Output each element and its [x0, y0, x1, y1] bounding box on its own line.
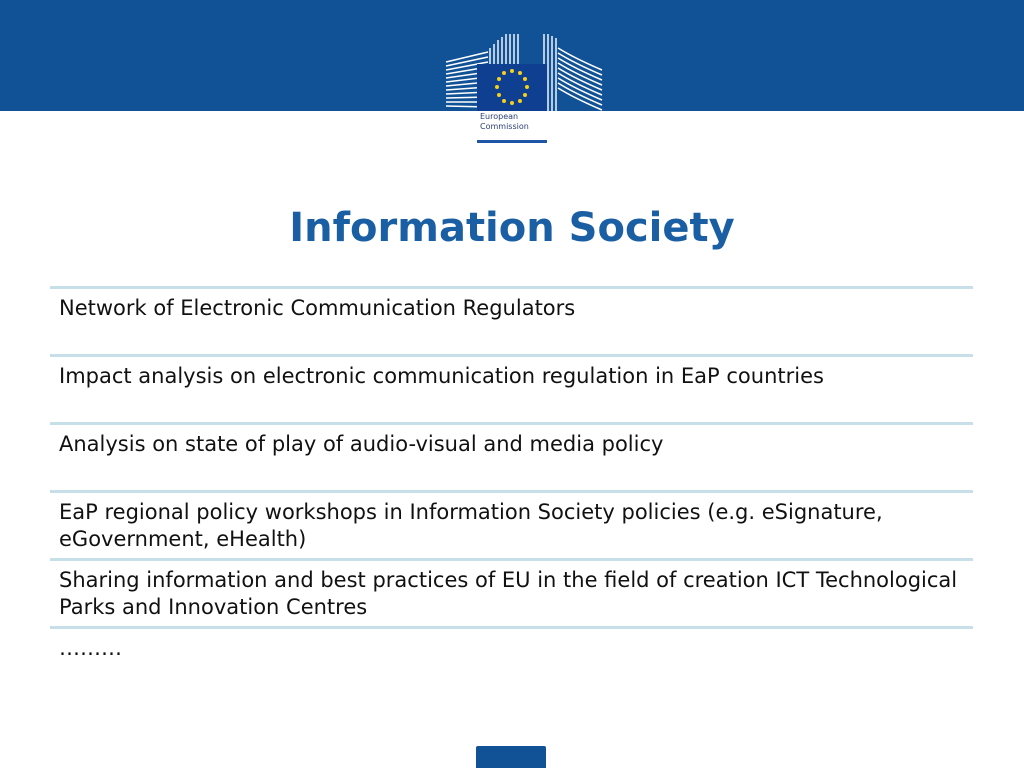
list-item-ellipsis: ………	[50, 626, 973, 666]
logo-line-commission: Commission	[480, 122, 529, 131]
list-item: Impact analysis on electronic communication regulation in EaP countries	[50, 354, 973, 422]
logo-wordmark	[480, 112, 529, 132]
activity-list	[50, 286, 973, 666]
list-item: EaP regional policy workshops in Information Society policies (e.g. eSignature, eGovernment, eHealth)	[50, 490, 973, 558]
european-commission-logo	[444, 34, 605, 146]
list-item: Sharing information and best practices of EU in the field of creation ICT Technological Parks and Innovation Centres	[50, 558, 973, 626]
list-item: Network of Electronic Communication Regulators	[50, 286, 973, 354]
slide-title: Information Society	[289, 205, 735, 251]
eu-flag-icon	[476, 746, 546, 768]
logo-line-european: European	[480, 112, 519, 121]
list-item: Analysis on state of play of audio-visual and media policy	[50, 422, 973, 490]
